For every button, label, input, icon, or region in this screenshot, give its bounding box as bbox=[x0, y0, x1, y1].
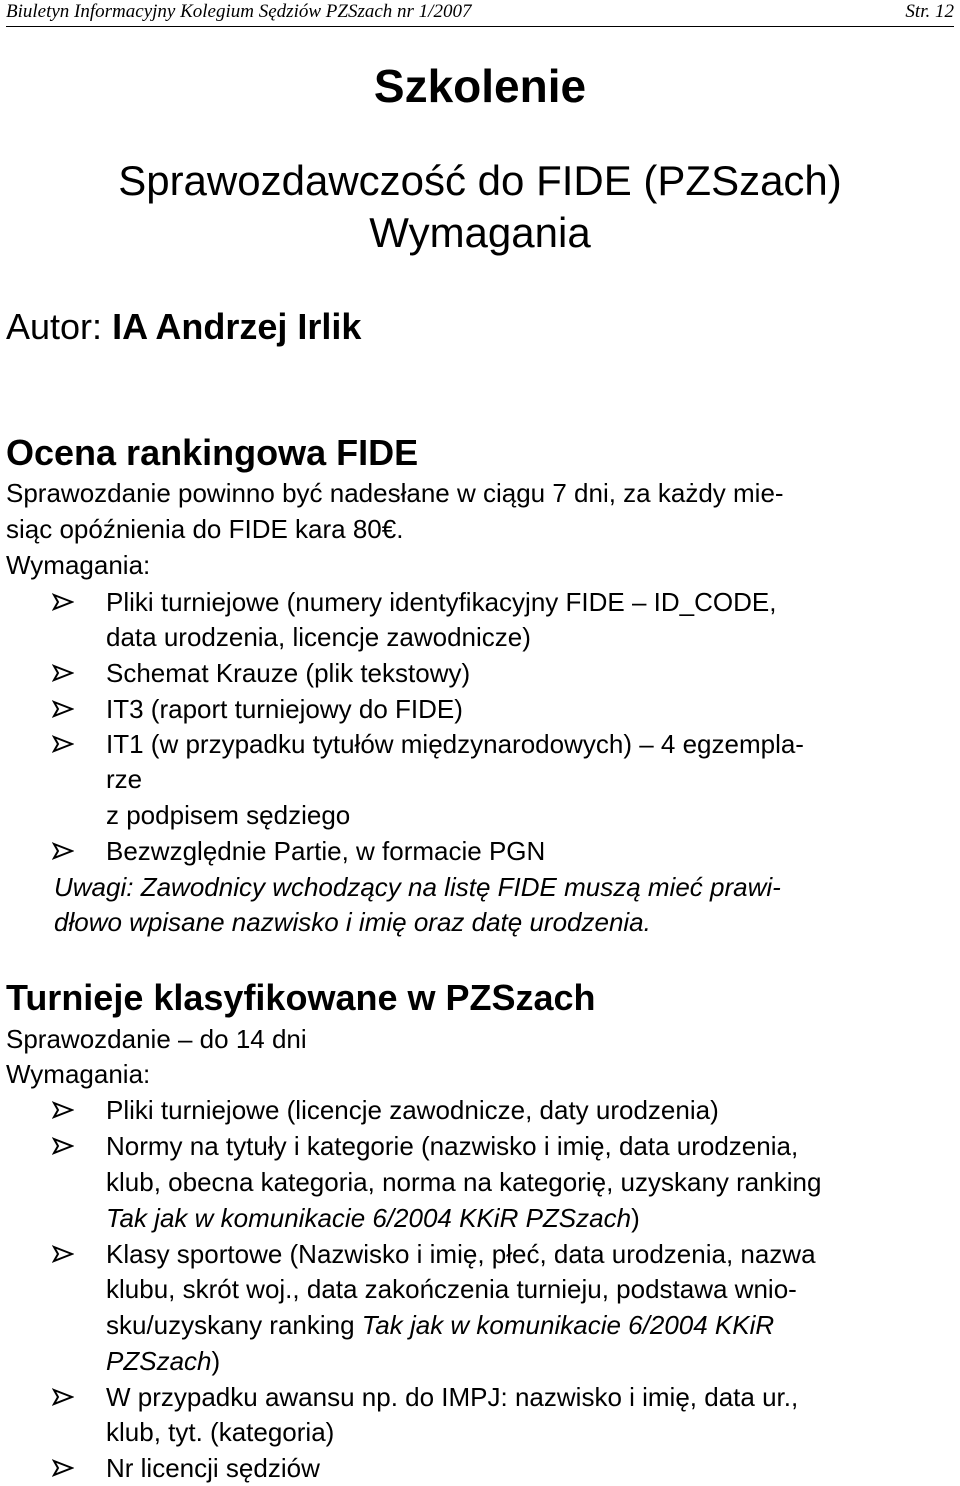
fide-requirements-label: Wymagania: bbox=[6, 550, 151, 580]
pzszach-item-3-reference: Tak jak w komunikacie 6/2004 KKiR bbox=[361, 1310, 775, 1340]
section-heading-fide: Ocena rankingowa FIDE bbox=[6, 432, 419, 473]
pzszach-item-3-reference-end: PZSzach bbox=[106, 1346, 212, 1376]
pzszach-item-3-line-1: Klasy sportowe (Nazwisko i imię, płeć, data urodzenia, nazwa bbox=[106, 1239, 816, 1269]
pzszach-item-2-reference: Tak jak w komunikacie 6/2004 KKiR PZSzach bbox=[106, 1203, 632, 1233]
main-title: Szkolenie bbox=[373, 60, 587, 112]
fide-item-4-line-2: rze bbox=[106, 764, 143, 794]
bulletin-title: Biuletyn Informacyjny Kolegium Sędziów PZSzach nr 1/2007 bbox=[6, 1, 472, 22]
fide-paragraph-line-1: Sprawozdanie powinno być nadesłane w ciągu 7 dni, za każdy mie- bbox=[6, 478, 784, 508]
subtitle-requirements: Wymagania bbox=[369, 209, 591, 256]
page-number: Str. 12 bbox=[905, 1, 954, 22]
arrow-bullet-icon bbox=[52, 694, 74, 724]
fide-item-1-line-1: Pliki turniejowe (numery identyfikacyjny FIDE – ID_CODE, bbox=[106, 587, 777, 617]
fide-note-line-1: Uwagi: Zawodnicy wchodzący na listę FIDE muszą mieć prawi- bbox=[54, 872, 781, 902]
author-line bbox=[6, 306, 361, 348]
page-header bbox=[6, 0, 954, 27]
pzszach-requirements-label: Wymagania: bbox=[6, 1059, 151, 1089]
pzszach-item-4-line-1: W przypadku awansu np. do IMPJ: nazwisko i imię, data ur., bbox=[106, 1382, 799, 1412]
pzszach-item-1: Pliki turniejowe (licencje zawodnicze, daty urodzenia) bbox=[106, 1095, 719, 1125]
pzszach-item-2-close: ) bbox=[631, 1203, 640, 1233]
pzszach-item-3-line-2: klubu, skrót woj., data zakończenia turnieju, podstawa wnio- bbox=[106, 1274, 797, 1304]
arrow-bullet-icon bbox=[52, 1239, 74, 1269]
pzszach-item-3-line-3 bbox=[106, 1310, 774, 1340]
fide-item-2: Schemat Krauze (plik tekstowy) bbox=[106, 658, 471, 688]
pzszach-report-deadline: Sprawozdanie – do 14 dni bbox=[6, 1024, 307, 1054]
arrow-bullet-icon bbox=[52, 1131, 74, 1161]
pzszach-item-3-close: ) bbox=[211, 1346, 221, 1376]
arrow-bullet-icon bbox=[52, 1453, 74, 1483]
fide-item-1-line-2: data urodzenia, licencje zawodnicze) bbox=[106, 622, 531, 652]
author-name: IA Andrzej Irlik bbox=[112, 306, 362, 347]
arrow-bullet-icon bbox=[52, 658, 74, 688]
arrow-bullet-icon bbox=[52, 1382, 74, 1412]
fide-paragraph-line-2: siąc opóźnienia do FIDE kara 80€. bbox=[6, 514, 404, 544]
pzszach-item-3-text: sku/uzyskany ranking bbox=[106, 1310, 362, 1340]
pzszach-item-5: Nr licencji sędziów bbox=[106, 1453, 320, 1483]
fide-item-5: Bezwzględnie Partie, w formacie PGN bbox=[106, 836, 546, 866]
arrow-bullet-icon bbox=[52, 1095, 74, 1125]
arrow-bullet-icon bbox=[52, 587, 74, 617]
fide-item-4-line-1: IT1 (w przypadku tytułów międzynarodowych) – 4 egzempla- bbox=[106, 729, 804, 759]
subtitle: Sprawozdawczość do FIDE (PZSzach) bbox=[118, 157, 842, 204]
author-prefix: Autor: bbox=[6, 306, 103, 347]
arrow-bullet-icon bbox=[52, 836, 74, 866]
fide-item-4-line-3: z podpisem sędziego bbox=[106, 800, 351, 830]
fide-item-3: IT3 (raport turniejowy do FIDE) bbox=[106, 694, 463, 724]
pzszach-item-2-line-1: Normy na tytuły i kategorie (nazwisko i imię, data urodzenia, bbox=[106, 1131, 799, 1161]
pzszach-item-3-line-4 bbox=[106, 1346, 220, 1376]
pzszach-item-2-line-3 bbox=[106, 1203, 640, 1233]
fide-note-line-2: dłowo wpisane nazwisko i imię oraz datę urodzenia. bbox=[54, 907, 651, 937]
pzszach-item-2-line-2: klub, obecna kategoria, norma na kategorię, uzyskany ranking bbox=[106, 1167, 822, 1197]
pzszach-item-4-line-2: klub, tyt. (kategoria) bbox=[106, 1417, 335, 1447]
arrow-bullet-icon bbox=[52, 729, 74, 759]
section-heading-pzszach: Turnieje klasyfikowane w PZSzach bbox=[6, 977, 596, 1018]
